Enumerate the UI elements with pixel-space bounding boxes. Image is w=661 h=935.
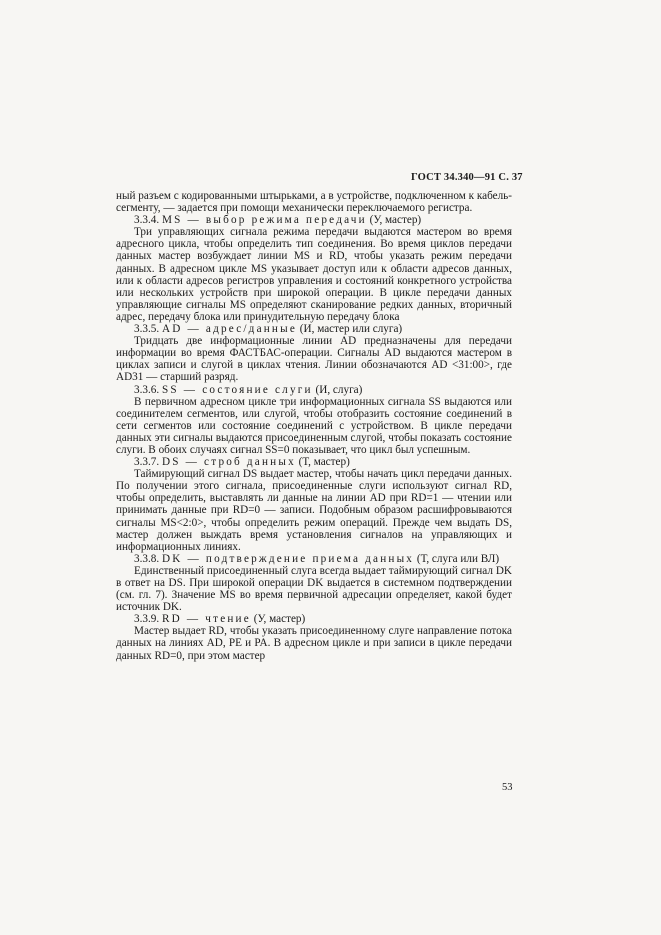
- section-heading: [116, 384, 512, 396]
- section-heading: [116, 456, 512, 468]
- section-term: DK — подтверждение приема данных: [161, 552, 415, 565]
- paragraph: Мастер выдает RD, чтобы указать присоединенному слуге направление потока данных на линиях AD, PE и PA. В адресном цикле и при записи в цикле передачи данных RD=0, при этом мастер: [116, 625, 512, 662]
- section-term: DS — строб данных: [161, 456, 296, 469]
- section-term: MS — выбор режима передачи: [161, 214, 367, 227]
- paragraph: Три управляющих сигнала режима передачи выдаются мастером во время адресного цикла, чтобы определить тип соединения. Во время циклов передачи данных мастер возбуждает линии MS и RD, чтобы указать режим передачи данных. В адресном цикле MS указывает доступ или к области адресов данных, или к области адресов регистров управления и состояний конкретного устройства или нескольких устройств при широкой операции. В цикле передачи данных управляющие сигналы MS определяют сканирование редких данных, вторичный адрес, передачу блока или принудительную передачу блока: [116, 226, 512, 323]
- page-number: 53: [502, 782, 513, 793]
- section-roles: (И, слуга): [315, 383, 363, 396]
- paragraph: ный разъем с кодированными штырьками, а в устройстве, подключенном к кабель-сегменту, — задается при помощи механически переключаемого регистра.: [116, 190, 512, 215]
- section-number: 3.3.4.: [134, 214, 160, 227]
- paragraph: Таймирующий сигнал DS выдает мастер, чтобы начать цикл передачи данных. По получении этого сигнала, присоединенные слуги используют сигнал RD, чтобы определить, выставлять ли данные на линии AD при RD=1 — чтении или принимать данные при RD=0 — записи. Подобным образом расшифровываются сигналы MS<2:0>, чтобы определить режим операций. Прежде чем выдать DS, мастер должен выждать время установления сигналов на управляющих и информационных линиях.: [116, 468, 512, 553]
- section-number: 3.3.5.: [134, 323, 160, 336]
- section-number: 3.3.7.: [134, 456, 160, 469]
- paragraph: Тридцать две информационные линии AD предназначены для передачи информации во время ФАСТБАС-операции. Сигналы AD выдаются мастером в циклах записи и слугой в циклах чтения. Линии обозначаются AD <31:00>, где AD31 — старший разряд.: [116, 335, 512, 384]
- section-roles: (У, мастер): [253, 613, 306, 626]
- section-roles: (У, мастер): [369, 214, 422, 227]
- section-heading: [116, 553, 512, 565]
- section-roles: (Т, мастер): [298, 456, 350, 469]
- section-number: 3.3.9.: [134, 613, 160, 626]
- section-roles: (Т, слуга или ВЛ): [416, 552, 500, 565]
- section-term: RD — чтение: [161, 613, 251, 626]
- page-header: ГОСТ 34.340—91 С. 37: [411, 172, 523, 183]
- section-number: 3.3.8.: [134, 552, 160, 565]
- section-roles: (И, мастер или слуга): [299, 323, 403, 336]
- paragraph: В первичном адресном цикле три информационных сигнала SS выдаются или соединителем сегментов, или слугой, чтобы отобразить состояние соединений в сети сегментов или состояние соединений с устройством. В цикле передачи данных эти сигналы выдаются присоединенным слугой, чтобы показать состояние слуги. В обоих случаях сигнал SS=0 показывает, что цикл был успешным.: [116, 395, 512, 456]
- section-term: SS — состояние слуги: [161, 383, 313, 396]
- section-term: AD — адрес/данные: [161, 323, 297, 336]
- paragraph: Единственный присоединенный слуга всегда выдает таймирующий сигнал DK в ответ на DS. При широкой операции DK выдается в системном подтверждении (см. гл. 7). Значение MS во время первичной адресации определяет, какой будет источник DK.: [116, 564, 512, 614]
- section-number: 3.3.6.: [134, 383, 160, 396]
- document-body: [116, 190, 512, 662]
- section-heading: [116, 214, 512, 226]
- section-heading: [116, 613, 512, 625]
- section-heading: [116, 323, 512, 335]
